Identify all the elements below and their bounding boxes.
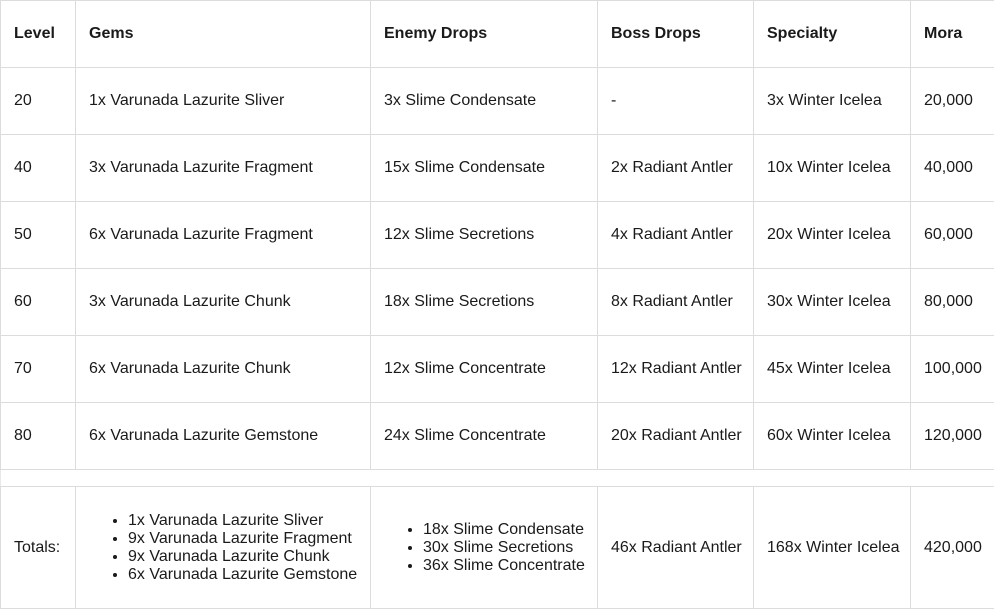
cell-gems: 1x Varunada Lazurite Sliver: [76, 68, 371, 135]
totals-boss-drops: 46x Radiant Antler: [598, 487, 754, 609]
table-row: [1, 336, 994, 403]
cell-level: 20: [1, 68, 76, 135]
totals-mora: 420,000: [911, 487, 994, 609]
spacer-row: [1, 470, 994, 487]
cell-gems: 6x Varunada Lazurite Gemstone: [76, 403, 371, 470]
cell-specialty: 60x Winter Icelea: [754, 403, 911, 470]
cell-enemy-drops: 24x Slime Concentrate: [371, 403, 598, 470]
cell-gems: 6x Varunada Lazurite Chunk: [76, 336, 371, 403]
list-item: • 6x Varunada Lazurite Gemstone: [128, 566, 370, 584]
cell-boss-drops: 20x Radiant Antler: [598, 403, 754, 470]
table-row: [1, 68, 994, 135]
cell-specialty: 20x Winter Icelea: [754, 202, 911, 269]
header-boss-drops: Boss Drops: [598, 1, 754, 68]
list-item: • 1x Varunada Lazurite Sliver: [128, 512, 370, 530]
cell-gems: 6x Varunada Lazurite Fragment: [76, 202, 371, 269]
header-gems: Gems: [76, 1, 371, 68]
cell-enemy-drops: 15x Slime Condensate: [371, 135, 598, 202]
cell-specialty: 45x Winter Icelea: [754, 336, 911, 403]
cell-gems: 3x Varunada Lazurite Chunk: [76, 269, 371, 336]
header-mora: Mora: [911, 1, 994, 68]
cell-mora: 20,000: [911, 68, 994, 135]
cell-boss-drops: 2x Radiant Antler: [598, 135, 754, 202]
cell-boss-drops: 8x Radiant Antler: [598, 269, 754, 336]
cell-gems: 3x Varunada Lazurite Fragment: [76, 135, 371, 202]
cell-enemy-drops: 18x Slime Secretions: [371, 269, 598, 336]
cell-level: 80: [1, 403, 76, 470]
list-item: • 36x Slime Concentrate: [423, 557, 597, 575]
table-row: [1, 403, 994, 470]
cell-mora: 120,000: [911, 403, 994, 470]
table-row: [1, 269, 994, 336]
cell-mora: 40,000: [911, 135, 994, 202]
totals-gems: [76, 487, 371, 609]
cell-boss-drops: 4x Radiant Antler: [598, 202, 754, 269]
cell-mora: 60,000: [911, 202, 994, 269]
totals-gems-list: [89, 512, 370, 584]
spacer-cell: [1, 470, 994, 487]
list-item: • 18x Slime Condensate: [423, 521, 597, 539]
cell-specialty: 3x Winter Icelea: [754, 68, 911, 135]
header-row: [1, 1, 994, 68]
cell-level: 70: [1, 336, 76, 403]
cell-mora: 100,000: [911, 336, 994, 403]
list-item: • 30x Slime Secretions: [423, 539, 597, 557]
list-item: • 9x Varunada Lazurite Fragment: [128, 530, 370, 548]
totals-label: Totals:: [1, 487, 76, 609]
totals-specialty: 168x Winter Icelea: [754, 487, 911, 609]
cell-boss-drops: 12x Radiant Antler: [598, 336, 754, 403]
cell-specialty: 10x Winter Icelea: [754, 135, 911, 202]
table-row: [1, 135, 994, 202]
cell-enemy-drops: 12x Slime Secretions: [371, 202, 598, 269]
cell-level: 40: [1, 135, 76, 202]
cell-level: 60: [1, 269, 76, 336]
cell-boss-drops: -: [598, 68, 754, 135]
table-row: [1, 202, 994, 269]
cell-specialty: 30x Winter Icelea: [754, 269, 911, 336]
totals-enemy-drops: [371, 487, 598, 609]
cell-enemy-drops: 3x Slime Condensate: [371, 68, 598, 135]
cell-mora: 80,000: [911, 269, 994, 336]
cell-enemy-drops: 12x Slime Concentrate: [371, 336, 598, 403]
cell-level: 50: [1, 202, 76, 269]
header-enemy-drops: Enemy Drops: [371, 1, 598, 68]
totals-enemy-drops-list: [384, 521, 597, 575]
header-level: Level: [1, 1, 76, 68]
totals-row: [1, 487, 994, 609]
list-item: • 9x Varunada Lazurite Chunk: [128, 548, 370, 566]
header-specialty: Specialty: [754, 1, 911, 68]
